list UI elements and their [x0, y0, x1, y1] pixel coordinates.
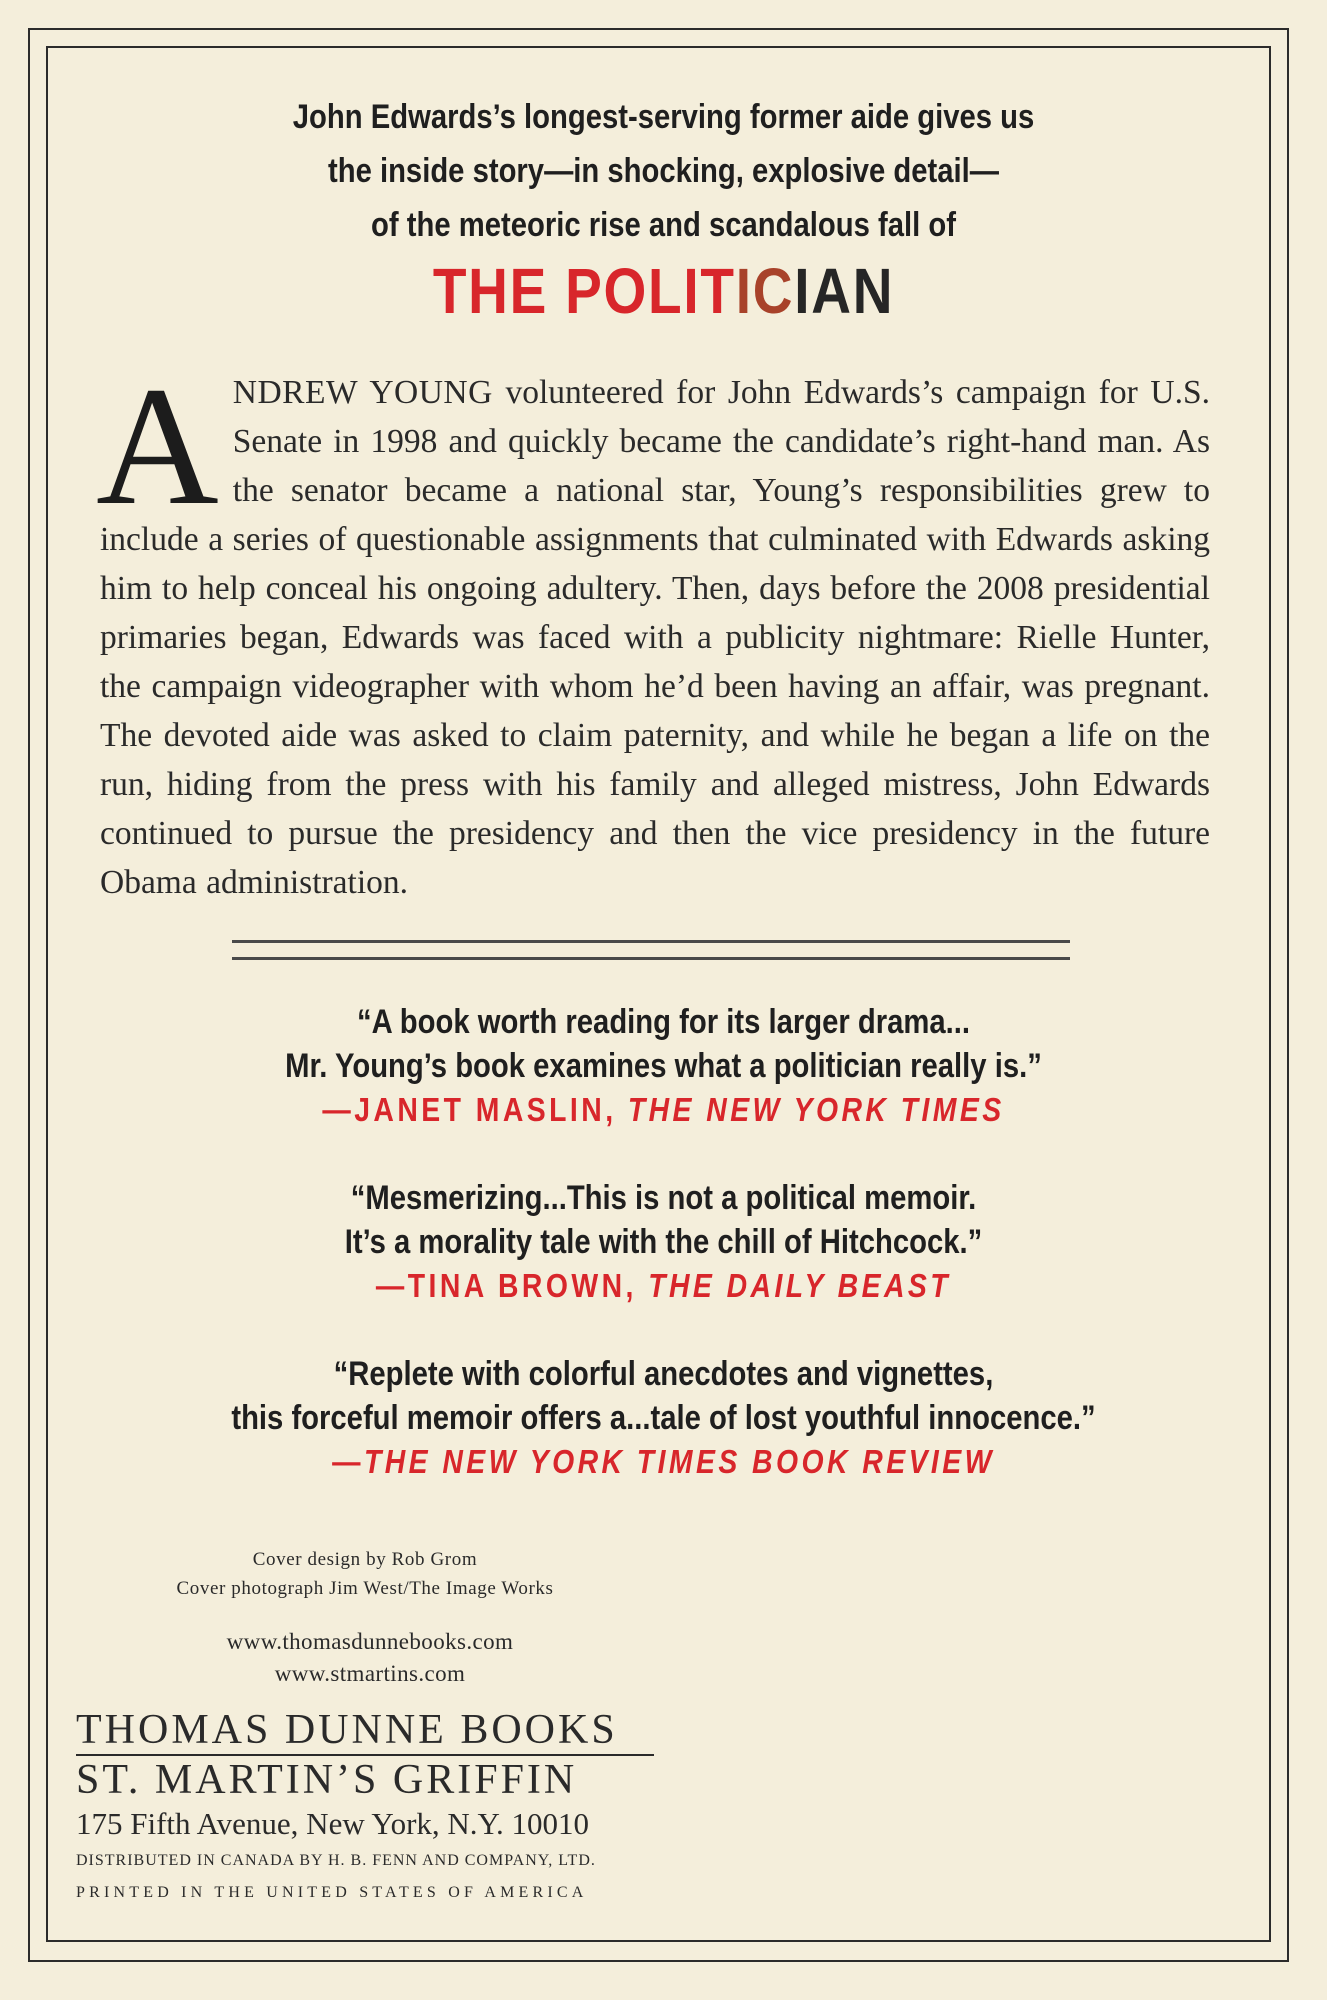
- quote-attribution: —JANET MASLIN, THE NEW YORK TIMES: [322, 1091, 1005, 1128]
- summary-lead-in: NDREW YOUNG: [232, 374, 493, 411]
- publisher-name: ST. MARTIN’S GRIFFIN: [76, 1757, 578, 1803]
- intro-line-2: the inside story—in shocking, explosive detail—: [327, 152, 1000, 190]
- publisher-block: [76, 1706, 656, 1909]
- publisher-address: 175 Fifth Avenue, New York, N.Y. 10010: [76, 1806, 589, 1841]
- intro-blurb: [179, 90, 1148, 252]
- imprint-name: THOMAS DUNNE BOOKS: [76, 1707, 618, 1753]
- cover-photo-credit: Cover photograph Jim West/The Image Works: [176, 1578, 554, 1599]
- summary-paragraph: [96, 352, 1210, 907]
- quote-line: It’s a morality tale with the chill of Hitchcock.”: [344, 1223, 983, 1261]
- divider-rule-top: [232, 940, 1070, 943]
- review-quote-3: [179, 1352, 1148, 1484]
- quote-attribution: —TINA BROWN, THE DAILY BEAST: [375, 1267, 952, 1304]
- printed-note: PRINTED IN THE UNITED STATES OF AMERICA: [76, 1884, 588, 1901]
- quote-attribution: —THE NEW YORK TIMES BOOK REVIEW: [332, 1443, 995, 1480]
- cover-design-credit: Cover design by Rob Grom: [252, 1549, 478, 1570]
- review-quote-1: [179, 1000, 1148, 1132]
- intro-line-3: of the meteoric rise and scandalous fall of: [371, 206, 956, 244]
- publisher-urls: [150, 1626, 590, 1690]
- url-stmartins[interactable]: www.stmartins.com: [274, 1661, 466, 1686]
- review-quote-2: [179, 1176, 1148, 1308]
- quote-line: “Replete with colorful anecdotes and vignettes,: [333, 1355, 994, 1393]
- drop-cap: A: [96, 352, 219, 540]
- cover-credits: [110, 1545, 620, 1603]
- quote-line: “Mesmerizing...This is not a political memoir.: [350, 1179, 977, 1217]
- title-part-red: THE POLIT: [432, 255, 736, 327]
- summary-text: volunteered for John Edwards’s campaign for U.S. Senate in 1998 and quickly became the candidate’s right-hand man. As the senator became a national star, Young’s responsibilities grew to include a series of questionable assignments that culminated with Edwards asking him to help conceal his ongoing adultery. Then, days before the 2008 presidential primaries began, Edwards was faced with a publicity nightmare: Rielle Hunter, the campaign videographer with whom he’d been having an affair, was pregnant. The devoted aide was asked to claim paternity, and while he began a life on the run, hiding from the press with his family and alleged mistress, John Edwards continued to pursue the presidency and then the vice presidency in the future Obama administration.: [100, 374, 1210, 901]
- quote-line: this forceful memoir offers a...tale of lost youthful innocence.”: [231, 1399, 1096, 1437]
- quote-line: “A book worth reading for its larger drama...: [356, 1003, 971, 1041]
- title-part-dark: IAN: [794, 255, 895, 327]
- intro-line-1: John Edwards’s longest-serving former aide gives us: [292, 98, 1035, 136]
- title-part-fade: IC: [735, 255, 795, 327]
- book-title: [179, 256, 1148, 326]
- divider-rule-bottom: [232, 957, 1070, 960]
- quote-line: Mr. Young’s book examines what a politician really is.”: [285, 1047, 1042, 1085]
- url-thomasdunne[interactable]: www.thomasdunnebooks.com: [226, 1629, 514, 1654]
- distribution-note: DISTRIBUTED IN CANADA BY H. B. FENN AND COMPANY, LTD.: [76, 1852, 596, 1869]
